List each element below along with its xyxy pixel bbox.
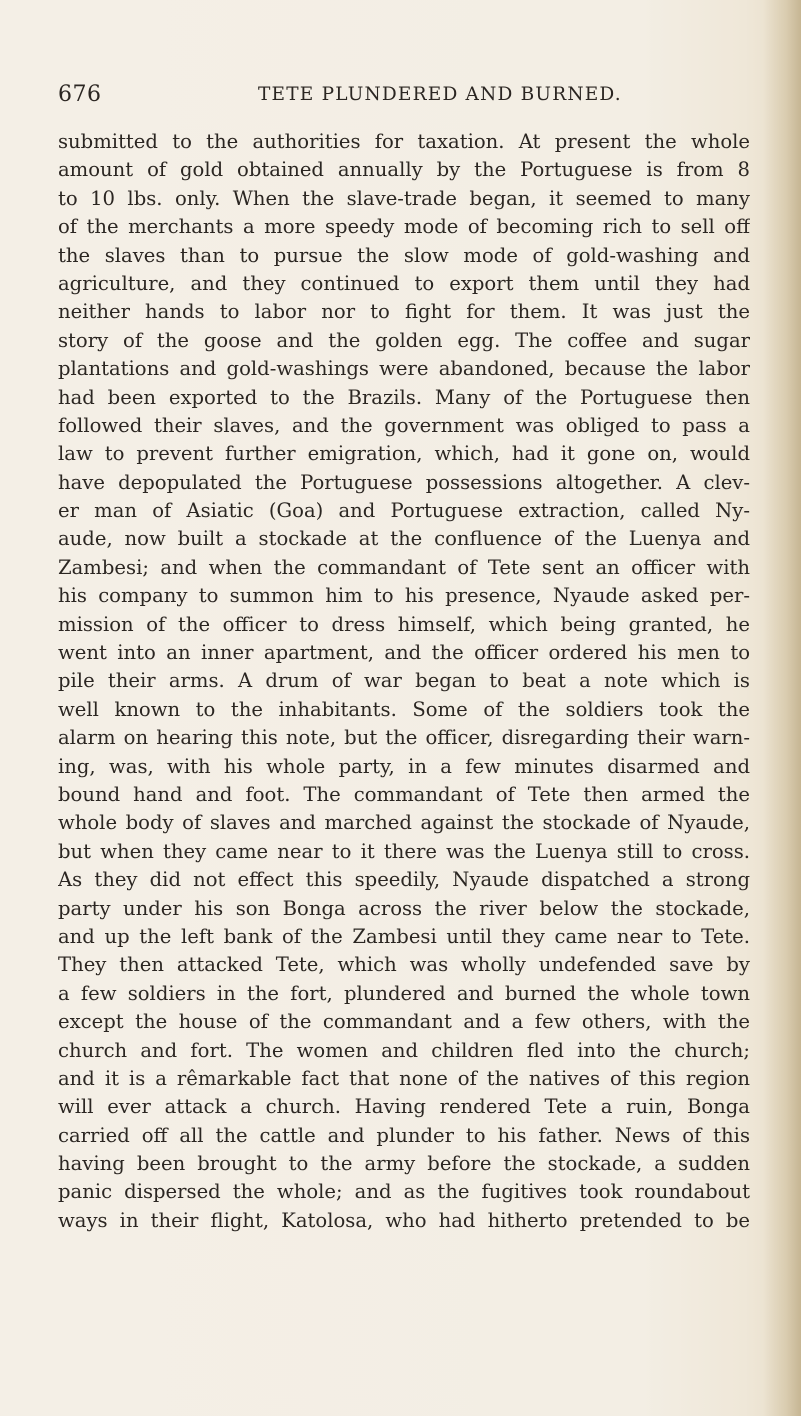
text-line: followed their slaves, and the government was obliged to pass a [58,413,750,437]
text-line: went into an inner apartment, and the officer ordered his men to [58,641,750,665]
text-line: er man of Asiatic (Goa) and Portuguese extraction, called Ny- [58,499,750,523]
text-line: well known to the inhabitants. Some of the soldiers took the [58,697,750,721]
text-line: a few soldiers in the fort, plundered and burned the whole town [58,981,750,1005]
body-text [58,128,750,1235]
text-line: ing, was, with his whole party, in a few minutes disarmed and [58,754,750,778]
text-line: whole body of slaves and marched against the stockade of Nyaude, [58,811,750,835]
text-line: church and fort. The women and children fled into the church; [58,1038,750,1062]
page-number: 676 [58,82,102,107]
text-line: bound hand and foot. The commandant of Tete then armed the [58,782,750,806]
text-line: mission of the officer to dress himself, which being granted, he [58,612,750,636]
running-head: TETE PLUNDERED AND BURNED. [258,84,622,105]
text-line: alarm on hearing this note, but the officer, disregarding their warn- [58,726,750,750]
text-line: pile their arms. A drum of war began to beat a note which is [58,669,750,693]
text-line: amount of gold obtained annually by the Portuguese is from 8 [58,158,750,182]
text-line: As they did not effect this speedily, Nyaude dispatched a strong [58,868,750,892]
text-line: agriculture, and they continued to export them until they had [58,271,750,295]
text-line: but when they came near to it there was the Luenya still to cross. [58,839,750,863]
page-header [58,82,748,112]
text-line: ways in their flight, Katolosa, who had hitherto pretended to be [58,1208,750,1232]
text-line: story of the goose and the golden egg. The coffee and sugar [58,328,750,352]
text-line: the slaves than to pursue the slow mode of gold-washing and [58,243,750,267]
text-line: his company to summon him to his presence, Nyaude asked per- [58,584,750,608]
text-line: except the house of the commandant and a few others, with the [58,1010,750,1034]
text-line: law to prevent further emigration, which, had it gone on, would [58,442,750,466]
text-line: will ever attack a church. Having rendered Tete a ruin, Bonga [58,1095,750,1119]
text-line: and up the left bank of the Zambesi until they came near to Tete. [58,924,750,948]
text-line: plantations and gold-washings were abandoned, because the labor [58,357,750,381]
text-line: They then attacked Tete, which was wholly undefended save by [58,953,750,977]
text-line: neither hands to labor nor to fight for them. It was just the [58,300,750,324]
text-line: party under his son Bonga across the river below the stockade, [58,896,750,920]
text-line: panic dispersed the whole; and as the fugitives took roundabout [58,1180,750,1204]
text-line: have depopulated the Portuguese possessions altogether. A clev- [58,470,750,494]
text-line: carried off all the cattle and plunder to his father. News of this [58,1123,750,1147]
text-line: having been brought to the army before the stockade, a sudden [58,1152,750,1176]
page-edge-shadow [763,0,801,1416]
text-line: had been exported to the Brazils. Many of the Portuguese then [58,385,750,409]
text-line: to 10 lbs. only. When the slave-trade began, it seemed to many [58,186,750,210]
text-line: aude, now built a stockade at the confluence of the Luenya and [58,527,750,551]
text-line: and it is a rêmarkable fact that none of the natives of this region [58,1066,750,1090]
text-line: submitted to the authorities for taxation. At present the whole [58,130,750,153]
text-line: of the merchants a more speedy mode of becoming rich to sell off [58,215,750,239]
text-line: Zambesi; and when the commandant of Tete sent an officer with [58,555,750,579]
